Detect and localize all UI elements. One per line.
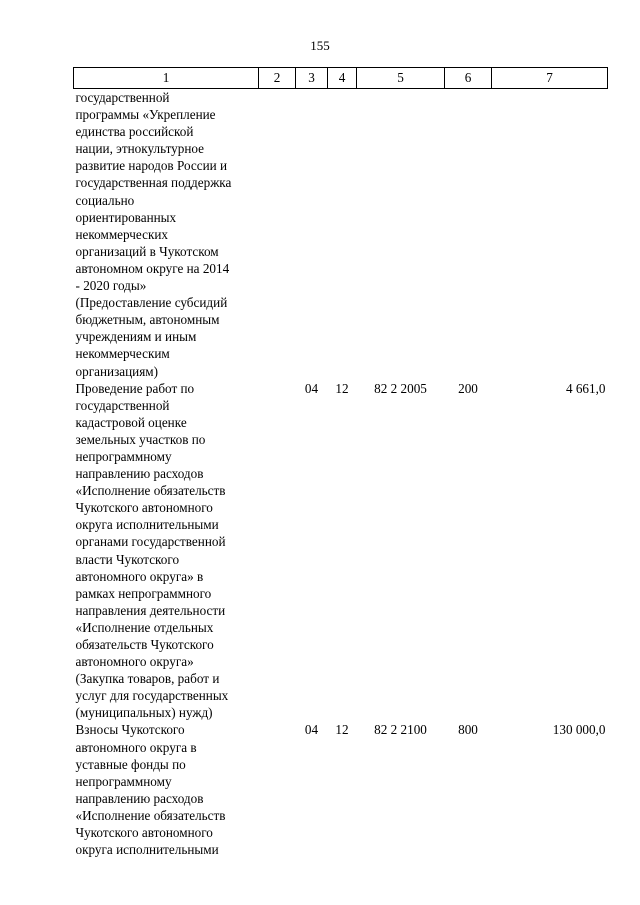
row-description xyxy=(74,89,259,380)
description-line: земельных участков по xyxy=(75,431,206,447)
description-line: непрограммному xyxy=(75,773,172,789)
description-line: учреждениям и иным xyxy=(75,329,197,345)
row-description xyxy=(74,721,259,858)
description-line: Взносы Чукотского xyxy=(75,722,185,738)
budget-table xyxy=(73,67,608,858)
description-line: округа исполнительными xyxy=(75,517,219,533)
description-line: органами государственной xyxy=(75,534,226,550)
header-row xyxy=(74,68,608,89)
table-row xyxy=(74,380,608,722)
description-line: направления деятельности xyxy=(75,602,226,618)
table-row xyxy=(74,89,608,380)
description-line: нации, этнокультурное xyxy=(75,141,205,157)
description-line: (Закупка товаров, работ и xyxy=(75,671,220,687)
description-line: «Исполнение обязательств xyxy=(75,807,226,823)
cell-subsection: 12 xyxy=(335,380,349,396)
description-line: округа исполнительными xyxy=(75,842,219,858)
description-line: социально xyxy=(75,192,135,208)
description-line: обязательств Чукотского xyxy=(75,637,214,652)
description-line: автономного округа» xyxy=(75,654,194,670)
description-line: развитие народов России и xyxy=(75,158,228,174)
description-line: организациям) xyxy=(75,363,159,379)
column-header-5: 5 xyxy=(357,68,445,89)
description-line: «Исполнение обязательств xyxy=(75,483,226,499)
description-line: Чукотского автономного xyxy=(75,500,213,516)
description-line: Проведение работ по xyxy=(75,380,195,396)
cell-expense-type: 800 xyxy=(458,722,478,738)
description-line: государственной xyxy=(75,90,170,105)
cell-expense-type: 200 xyxy=(458,380,478,396)
cell-subsection: 12 xyxy=(335,722,349,738)
description-line: уставные фонды по xyxy=(75,756,186,772)
column-header-7: 7 xyxy=(492,68,608,89)
description-line: бюджетным, автономным xyxy=(75,312,220,328)
page-number: 155 xyxy=(310,38,330,53)
row-description xyxy=(74,380,259,722)
description-line: услуг для государственных xyxy=(75,688,229,704)
description-line: государственной xyxy=(75,397,170,413)
cell-section: 04 xyxy=(304,722,319,738)
description-line: автономного округа в xyxy=(75,739,197,755)
description-line: автономном округе на 2014 xyxy=(75,260,230,276)
cell-target-article: 82 2 2100 xyxy=(374,722,427,738)
cell-subsection xyxy=(328,89,357,380)
cell-section xyxy=(296,89,328,380)
description-line: «Исполнение отдельных xyxy=(75,619,214,635)
cell-target-article xyxy=(357,89,445,380)
description-line: автономного округа» в xyxy=(75,568,204,584)
description-line: программы «Укрепление xyxy=(75,107,216,123)
description-line: непрограммному xyxy=(75,448,172,464)
cell-col-2 xyxy=(259,380,296,722)
description-line: - 2020 годы» xyxy=(75,278,147,294)
description-line: организаций в Чукотском xyxy=(75,243,219,259)
description-line: (муниципальных) нужд) xyxy=(75,705,213,721)
cell-amount: 130 000,0 xyxy=(552,722,606,738)
column-header-6: 6 xyxy=(445,68,492,89)
description-line: направлению расходов xyxy=(75,466,204,482)
cell-amount xyxy=(492,89,608,380)
column-header-2: 2 xyxy=(259,68,296,89)
description-line: некоммерческим xyxy=(75,346,170,362)
description-line: рамках непрограммного xyxy=(75,585,212,601)
description-line: некоммерческих xyxy=(75,226,169,242)
column-header-4: 4 xyxy=(328,68,357,89)
cell-expense-type xyxy=(445,89,492,380)
description-line: Чукотского автономного xyxy=(75,825,213,841)
description-line: власти Чукотского xyxy=(75,551,180,567)
cell-target-article: 82 2 2005 xyxy=(374,380,427,396)
description-line: единства российской xyxy=(75,124,194,140)
description-line: кадастровой оценке xyxy=(75,414,187,430)
table-row xyxy=(74,721,608,858)
description-line: государственная поддержка xyxy=(75,175,232,191)
column-header-3: 3 xyxy=(296,68,328,89)
description-line: направлению расходов xyxy=(75,790,204,806)
description-line: ориентированных xyxy=(75,209,177,225)
cell-amount: 4 661,0 xyxy=(565,380,606,396)
column-header-1: 1 xyxy=(74,68,259,89)
cell-section: 04 xyxy=(304,380,319,396)
cell-col-2 xyxy=(259,721,296,858)
description-line: (Предоставление субсидий xyxy=(75,295,228,311)
cell-col-2 xyxy=(259,89,296,380)
